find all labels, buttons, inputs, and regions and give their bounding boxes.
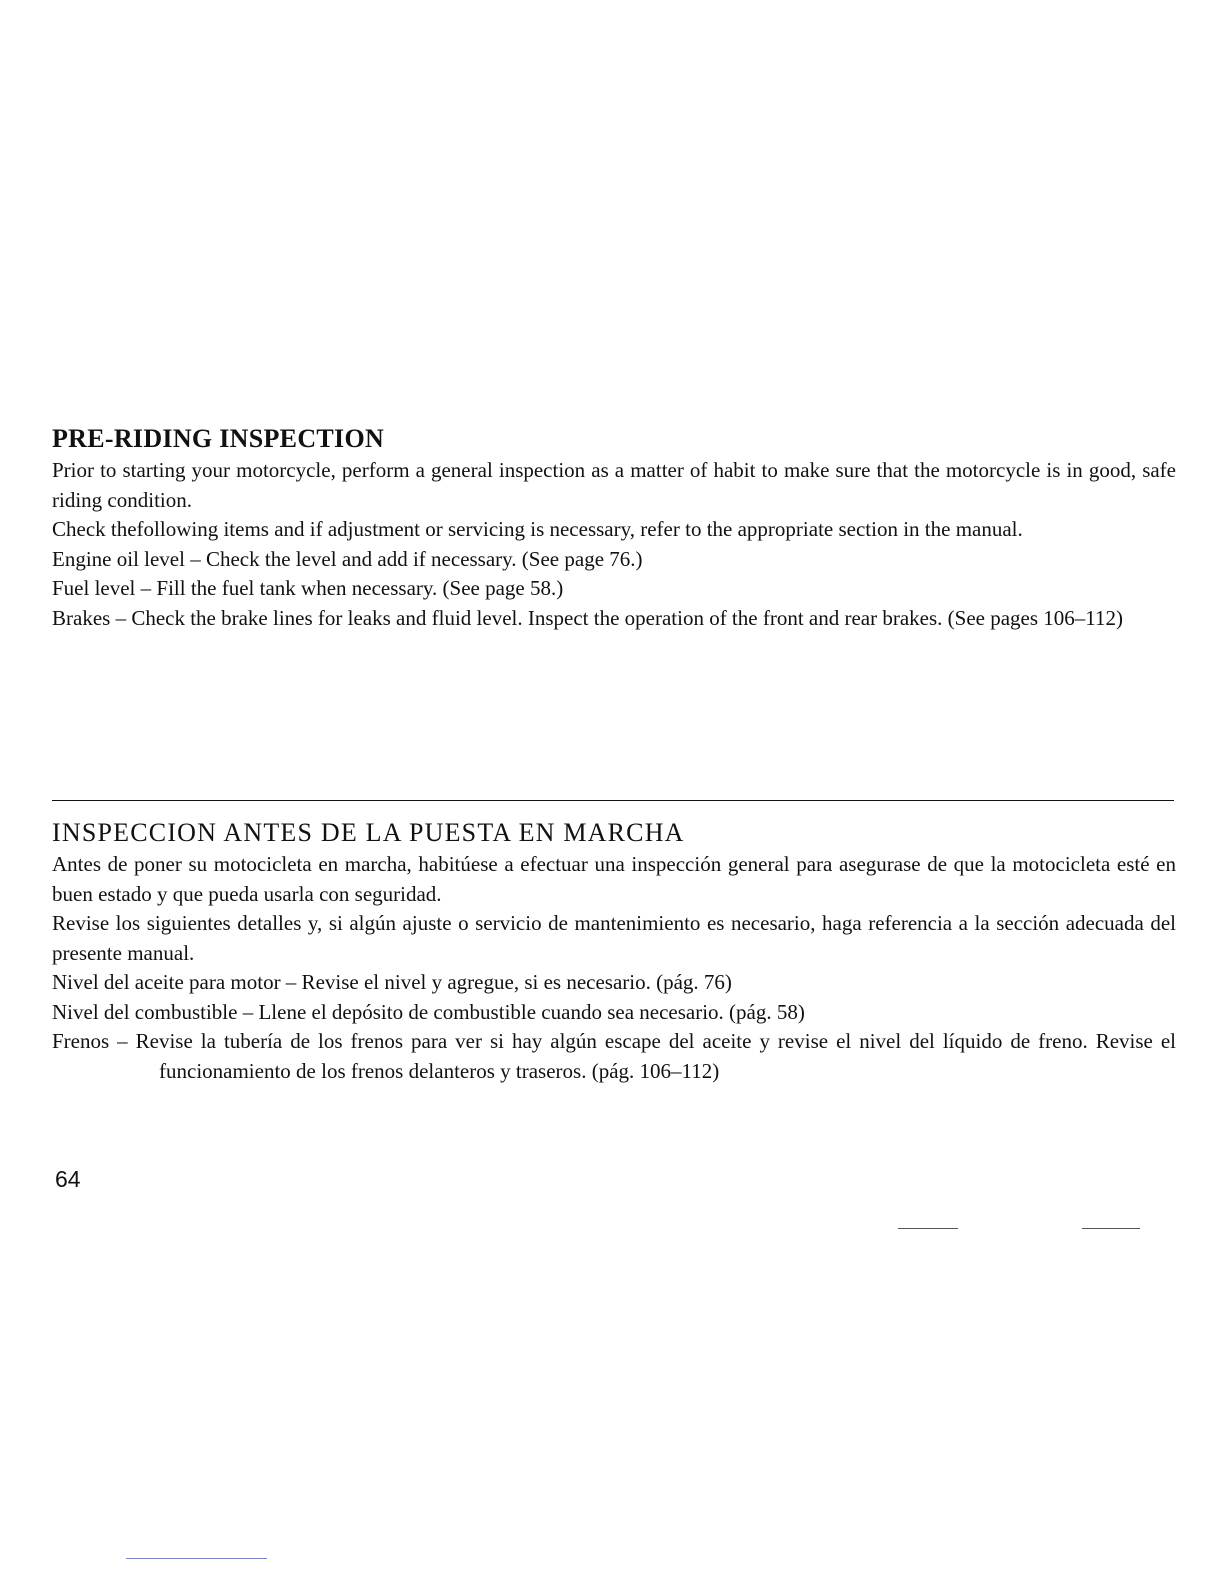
spanish-instruction: Revise los siguientes detalles y, si algún ajuste o servicio de mantenimiento es necesario, haga referencia a la sección adecuada del presente manual. bbox=[52, 911, 1176, 965]
spanish-item-aceite: Nivel del aceite para motor – Revise el nivel y agregue, si es necesario. (pág. 76) bbox=[52, 970, 732, 994]
english-intro: Prior to starting your motorcycle, perform a general inspection as a matter of habit to make sure that the motorcycle is in good, safe riding condition. bbox=[52, 458, 1176, 512]
spanish-item-frenos: Frenos – Revise la tubería de los frenos para ver si hay algún escape del aceite y revise el nivel del líquido de freno. Revise el funcionamiento de los frenos delanteros y traseros. (pág. 106–112) bbox=[52, 1029, 1176, 1083]
english-item-fuel: Fuel level – Fill the fuel tank when necessary. (See page 58.) bbox=[52, 576, 564, 600]
scan-mark bbox=[1082, 1228, 1140, 1229]
scan-mark bbox=[126, 1558, 267, 1559]
spanish-intro: Antes de poner su motocicleta en marcha, habitúese a efectuar una inspección general para asegurase de que la motocicleta esté en buen estado y que pueda usarla con seguridad. bbox=[52, 852, 1176, 906]
english-instruction: Check thefollowing items and if adjustment or servicing is necessary, refer to the appropriate section in the manual. bbox=[52, 517, 1023, 541]
english-item-brakes: Brakes – Check the brake lines for leaks and fluid level. Inspect the operation of the front and rear brakes. (See pages 106–112) bbox=[52, 605, 1124, 630]
spanish-item-combustible: Nivel del combustible – Llene el depósito de combustible cuando sea necesario. (pág. 58) bbox=[52, 999, 805, 1024]
english-heading: PRE-RIDING INSPECTION bbox=[52, 424, 385, 453]
section-divider bbox=[52, 800, 1174, 801]
scan-mark bbox=[898, 1228, 958, 1229]
spanish-heading: INSPECCION ANTES DE LA PUESTA EN MARCHA bbox=[52, 818, 685, 847]
english-item-engine-oil: Engine oil level – Check the level and add if necessary. (See page 76.) bbox=[52, 546, 643, 571]
page-number: 64 bbox=[55, 1166, 81, 1192]
spanish-section bbox=[52, 818, 1176, 1086]
english-section bbox=[52, 424, 1176, 633]
